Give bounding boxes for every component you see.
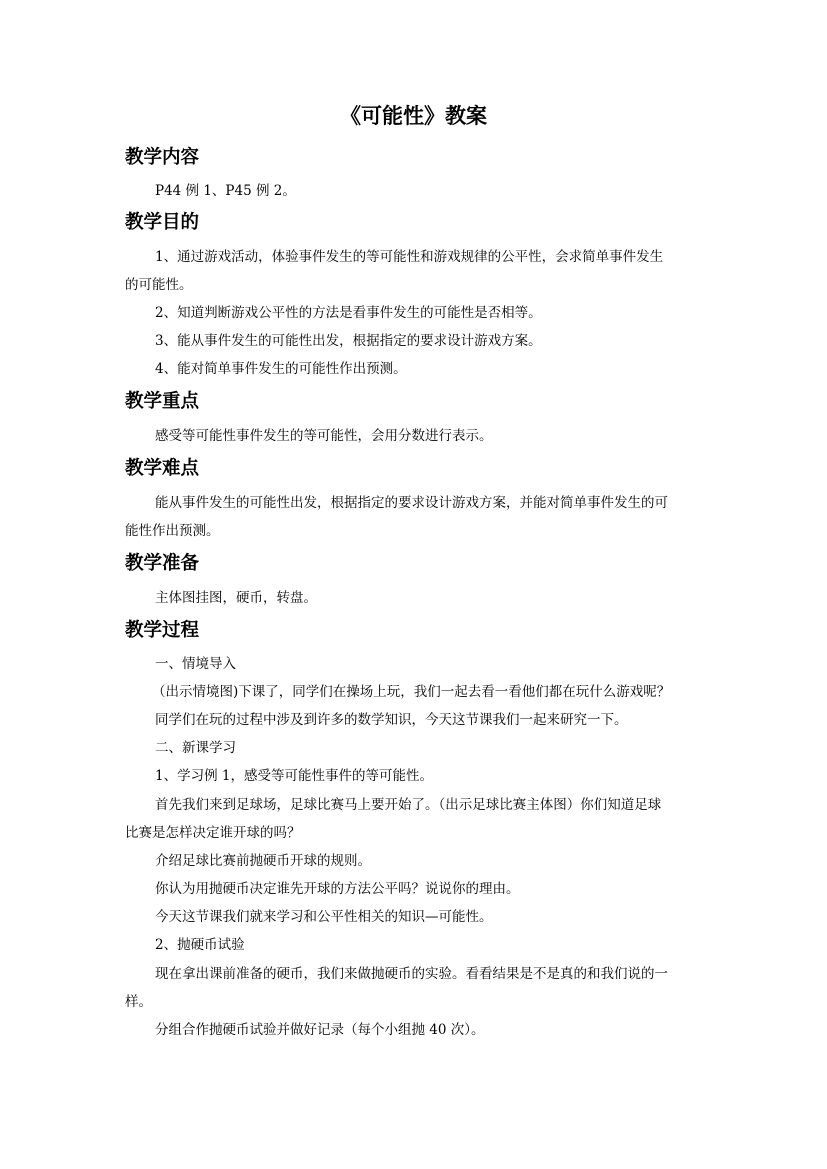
process-line: 1、学习例 1，感受等可能性事件的等可能性。 xyxy=(155,768,433,784)
goals-line-3: 3、能从事件发生的可能性出发，根据指定的要求设计游戏方案。 xyxy=(155,333,542,349)
process-line: 介绍足球比赛前抛硬币开球的规则。 xyxy=(155,853,371,869)
process-line: 同学们在玩的过程中涉及到许多的数学知识，今天这节课我们一起来研究一下。 xyxy=(155,712,628,728)
goals-line-1-cont: 的可能性。 xyxy=(125,277,193,293)
key-points-line: 感受等可能性事件发生的等可能性，会用分数进行表示。 xyxy=(155,428,493,444)
process-line: 一、情境导入 xyxy=(155,656,236,672)
difficulties-line-1-cont: 能性作出预测。 xyxy=(125,523,220,539)
process-line: 你认为用抛硬币决定谁先开球的方法公平吗？说说你的理由。 xyxy=(155,881,520,897)
section-heading-preparation: 教学准备 xyxy=(125,553,200,574)
page-title: 《可能性》教案 xyxy=(340,104,487,128)
difficulties-line-1: 能从事件发生的可能性出发，根据指定的要求设计游戏方案，并能对简单事件发生的可 xyxy=(155,495,668,511)
process-line: 首先我们来到足球场，足球比赛马上要开始了。（出示足球比赛主体图）你们知道足球 xyxy=(155,797,662,813)
process-line: 比赛是怎样决定谁开球的吗？ xyxy=(125,825,301,841)
section-heading-content: 教学内容 xyxy=(125,147,200,168)
content-line: P44 例 1、P45 例 2。 xyxy=(155,183,296,199)
section-heading-key-points: 教学重点 xyxy=(125,391,200,412)
process-line: 现在拿出课前准备的硬币，我们来做抛硬币的实验。看看结果是不是真的和我们说的一 xyxy=(155,966,668,982)
process-line: 分组合作抛硬币试验并做好记录（每个小组抛 40 次）。 xyxy=(155,1022,485,1038)
process-line: （出示情境图)下课了，同学们在操场上玩，我们一起去看一看他们都在玩什么游戏呢？ xyxy=(152,684,671,700)
section-heading-process: 教学过程 xyxy=(125,620,200,641)
process-line: 二、新课学习 xyxy=(155,740,236,756)
process-line: 今天这节课我们就来学习和公平性相关的知识—可能性。 xyxy=(155,909,493,925)
goals-line-2: 2、知道判断游戏公平性的方法是看事件发生的可能性是否相等。 xyxy=(155,305,542,321)
goals-line-1: 1、通过游戏活动，体验事件发生的等可能性和游戏规律的公平性，会求简单事件发生 xyxy=(155,249,664,265)
process-line: 样。 xyxy=(125,994,152,1010)
section-heading-difficulties: 教学难点 xyxy=(125,458,200,479)
section-heading-goals: 教学目的 xyxy=(125,212,200,233)
goals-line-4: 4、能对简单事件发生的可能性作出预测。 xyxy=(155,361,407,377)
process-line: 2、抛硬币试验 xyxy=(155,937,245,953)
preparation-line: 主体图挂图，硬币，转盘。 xyxy=(155,590,317,606)
